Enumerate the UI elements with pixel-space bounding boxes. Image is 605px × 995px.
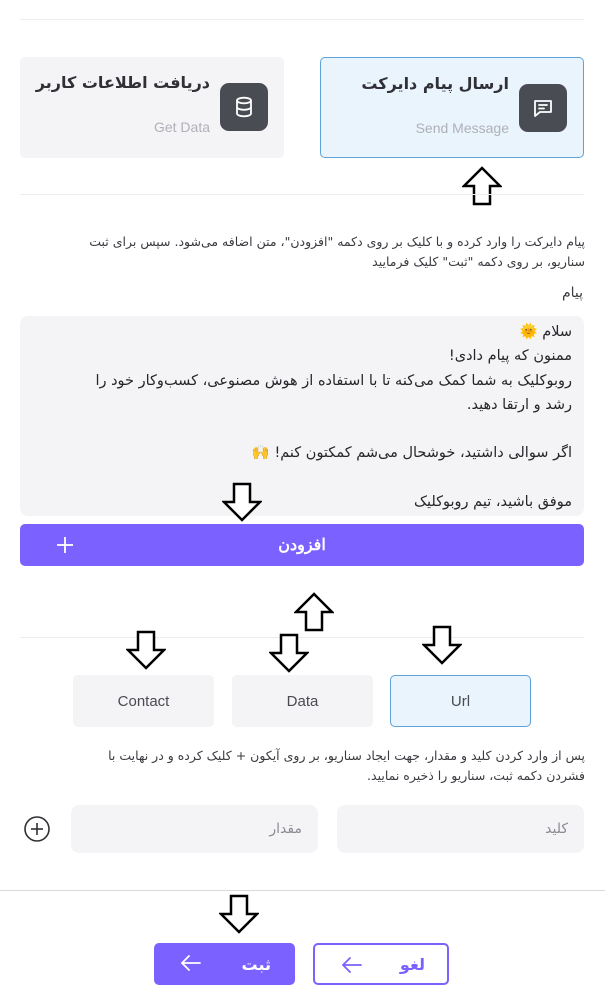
message-line: ممنون که پیام دادی! (448, 348, 572, 365)
get-data-card[interactable] (20, 57, 284, 158)
add-button-label: افزودن (278, 537, 326, 554)
add-button[interactable] (20, 524, 584, 566)
message-line: اگر سوالی داشتید، خوشحال می‌شم کمکتون کنم! 🙌 (251, 445, 572, 462)
footer-divider (0, 890, 605, 891)
tab-data[interactable]: Data (232, 675, 373, 727)
database-icon (220, 83, 268, 131)
cancel-button-label: لغو (399, 954, 425, 974)
message-label: پیام (561, 285, 583, 301)
send-message-title: ارسال پیام دایرکت (361, 74, 509, 93)
annotation-arrow-up-icon (294, 592, 334, 632)
get-data-subtitle: Get Data (153, 119, 210, 135)
annotation-arrow-down-icon (126, 630, 166, 670)
tab-url[interactable]: Url (390, 675, 531, 727)
submit-button[interactable] (154, 943, 295, 985)
message-line: موفق باشید، تیم روبوکلیک (413, 494, 572, 511)
value-input[interactable]: مقدار (71, 805, 318, 853)
annotation-arrow-down-icon (219, 894, 259, 934)
section-divider (20, 194, 584, 195)
message-line: رشد و ارتقا دهید. (466, 396, 572, 413)
get-data-title: دریافت اطلاعات کاربر (35, 73, 210, 92)
message-line: روبوکلیک به شما کمک می‌کنه تا با استفاده از هوش مصنوعی، کسب‌وکار خود را (95, 372, 572, 389)
annotation-arrow-down-icon (269, 633, 309, 673)
instruction-text: پس از وارد کردن کلید و مقدار، جهت ایجاد سناریو، بر روی آیکون + کلیک کرده و در نهایت با فشردن دکمه ثبت، سناریو را ذخیره نمایید. (108, 748, 585, 783)
send-message-subtitle: Send Message (415, 120, 509, 136)
message-line (34, 466, 572, 490)
message-textarea[interactable] (20, 316, 584, 516)
arrow-left-icon (180, 954, 202, 972)
annotation-arrow-up-icon (462, 166, 502, 206)
tab-contact[interactable]: Contact (73, 675, 214, 727)
plus-icon (54, 534, 76, 556)
submit-button-label: ثبت (241, 954, 271, 974)
message-line: سلام 🌞 (519, 324, 572, 340)
chat-icon (519, 84, 567, 132)
arrow-left-icon (341, 956, 363, 974)
annotation-arrow-down-icon (422, 625, 462, 665)
key-input[interactable]: کلید (337, 805, 584, 853)
top-divider (20, 19, 584, 20)
cancel-button[interactable] (313, 943, 449, 985)
add-pair-circle-plus-icon[interactable] (23, 815, 51, 843)
annotation-arrow-down-icon (222, 482, 262, 522)
instruction-text: پیام دایرکت را وارد کرده و با کلیک بر روی دکمه "افزودن"، متن اضافه می‌شود. سپس برای ثبت سناریو، بر روی دکمه "ثبت" کلیک فرمایید (89, 234, 585, 269)
send-message-card[interactable] (320, 57, 584, 158)
message-line (34, 417, 572, 441)
